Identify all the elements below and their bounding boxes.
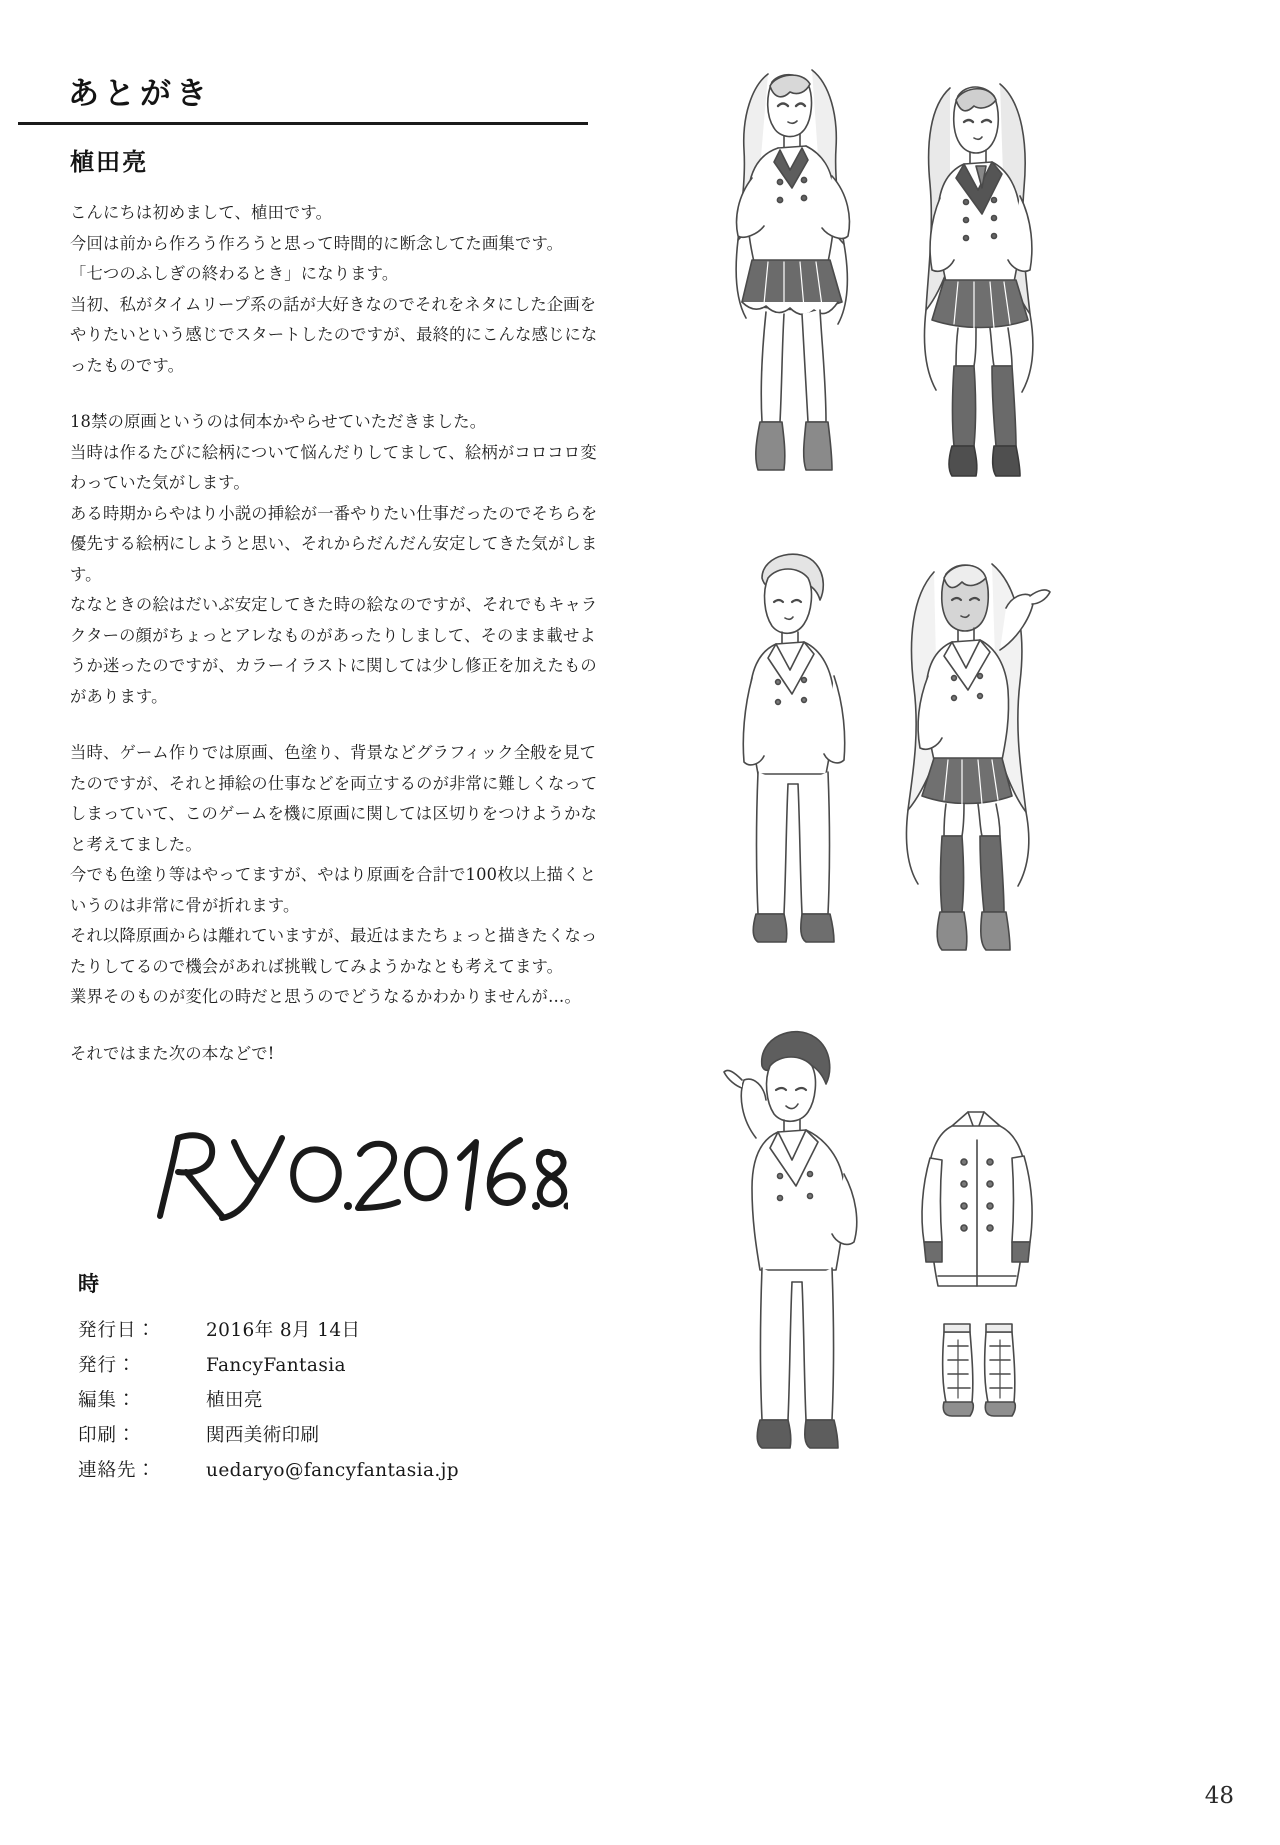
colophon-value: 植田亮 (206, 1390, 263, 1411)
afterword-paragraph: それではまた次の本などで! (70, 1043, 275, 1063)
afterword-body (70, 198, 610, 1069)
character-sketch-schoolgirl-thighhighs (870, 48, 1090, 498)
character-sketch-boy-waving (690, 1010, 910, 1470)
afterword-paragraph: こんにちは初めまして、植田です。 今回は前から作ろう作ろうと思って時間的に断念してた画集です。 「七つのふしぎの終わるとき」になります。 当初、私がタイムリープ系の話が大好きなのでそれをネタにした企画をやりたいという感じでスタートしたのですが、最終的にこんな感じになったものです。 (70, 203, 598, 375)
afterword-paragraph: 18禁の原画というのは伺本かやらせていただきました。 当時は作るたびに絵柄について悩んだりしてまして、絵柄がコロコロ変わっていた気がします。 ある時期からやはり小説の挿絵が一番やりたい仕事だったのでそちらを優先する絵柄にしようと思い、それからだんだん安定してきた気がします。 ななときの絵はだいぶ安定してきた時の絵なのですが、それでもキャラクターの顔がちょっとアレなものがあったりしまして、そのまま載せようか迷ったのですが、カラーイラストに関しては少し修正を加えたものがあります。 (70, 412, 598, 706)
page-title: あとがき (68, 76, 212, 112)
page-number: 48 (1204, 1783, 1234, 1809)
colophon-value: uedaryo@fancyfantasia.jp (206, 1460, 460, 1481)
colophon-label: 発行： (78, 1355, 137, 1376)
colophon-row (78, 1316, 598, 1342)
colophon-row (78, 1421, 598, 1447)
colophon-label: 発行日： (78, 1320, 157, 1341)
colophon-label: 印刷： (78, 1425, 137, 1446)
costume-sketch-coat-and-boots (880, 1100, 1080, 1440)
character-sketch-girl-salute (860, 520, 1090, 980)
colophon-title: 時 (78, 1272, 100, 1296)
colophon-value: FancyFantasia (206, 1355, 346, 1376)
afterword-paragraph: 当時、ゲーム作りでは原画、色塗り、背景などグラフィック全般を見てたのですが、それと挿絵の仕事などを両立するのが非常に難しくなってしまっていて、このゲームを機に原画に関しては区切りをつけようかなと考えてました。 今でも色塗り等はやってますが、やはり原画を合計で100枚以上描くというのは非常に骨が折れます。 それ以降原画からは離れていますが、最近はまたちょっと描きたくなったりしてるので機会があれば挑戦してみようかなとも考えてます。 業界そのものが変化の時だと思うのでどうなるかわかりませんが…。 (70, 743, 598, 1006)
illustration-column (660, 0, 1280, 1845)
colophon (78, 1268, 598, 1491)
title-divider (18, 122, 588, 125)
colophon-value: 2016年 8月 14日 (206, 1320, 361, 1341)
character-sketch-schoolgirl-long-hair (680, 30, 900, 490)
colophon-row (78, 1351, 598, 1377)
handwritten-signature (148, 1120, 568, 1230)
colophon-label: 編集： (78, 1390, 137, 1411)
colophon-row (78, 1456, 598, 1482)
colophon-label: 連絡先： (78, 1460, 157, 1481)
colophon-row (78, 1386, 598, 1412)
colophon-value: 関西美術印刷 (206, 1425, 320, 1446)
author-name: 植田亮 (70, 148, 148, 176)
